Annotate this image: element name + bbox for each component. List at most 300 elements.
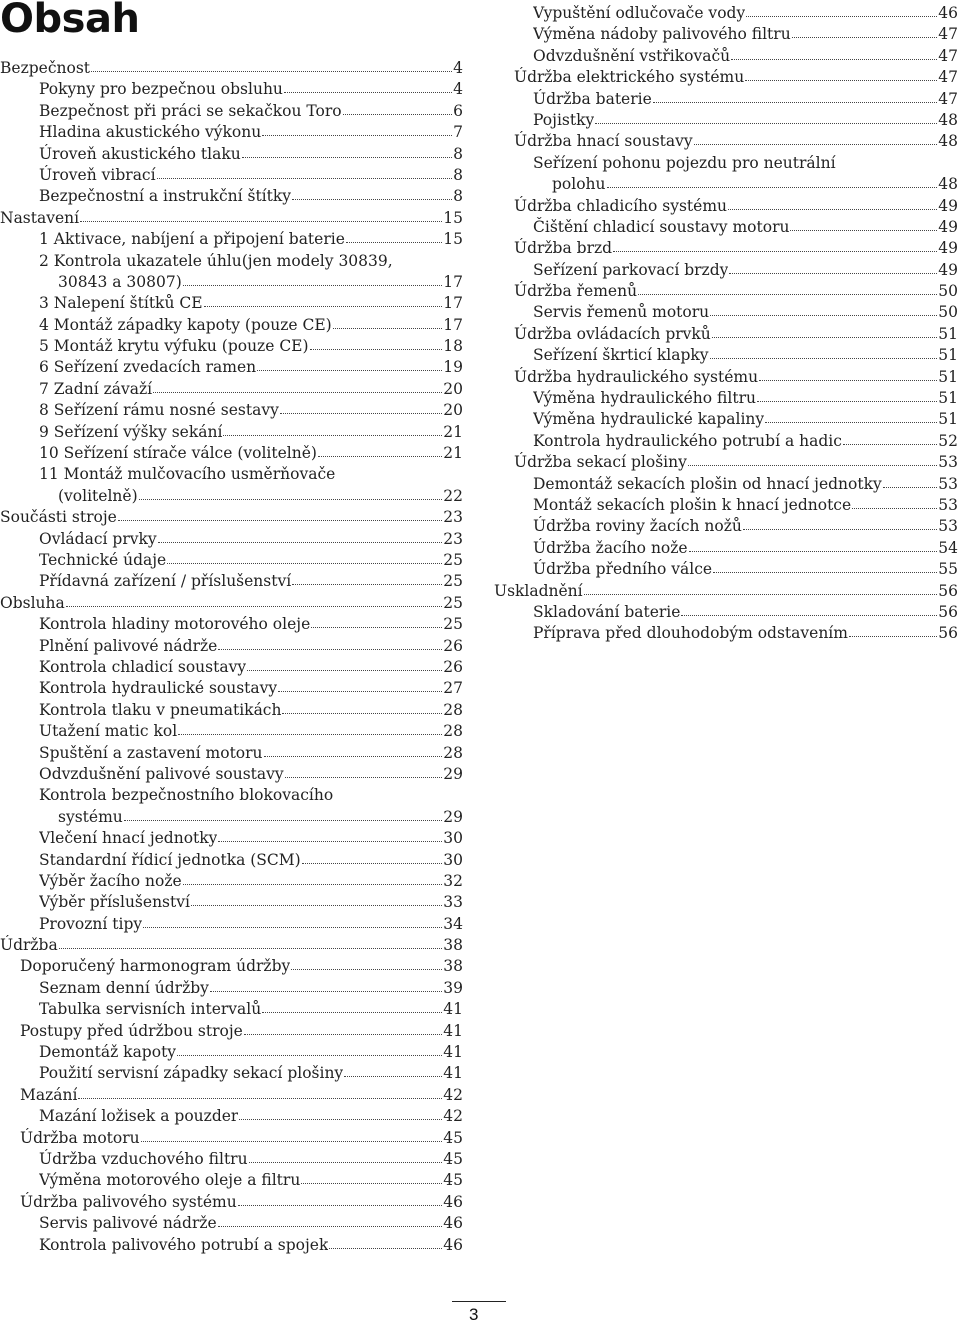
dot-leader [285, 764, 443, 778]
toc-entry[interactable] [0, 186, 463, 207]
toc-entry-page: 23 [443, 529, 463, 548]
toc-entry-page: 33 [443, 893, 463, 912]
toc-entry-page: 46 [938, 4, 958, 22]
toc-entry[interactable] [494, 623, 958, 644]
dot-leader [710, 345, 938, 359]
toc-entry[interactable] [494, 431, 958, 452]
toc-entry[interactable] [494, 388, 958, 409]
toc-entry-page: 51 [938, 367, 958, 386]
dot-leader [282, 700, 442, 714]
toc-entry-page: 49 [938, 196, 958, 215]
dot-leader [59, 935, 443, 949]
dot-leader [310, 336, 443, 350]
toc-entry[interactable] [0, 443, 463, 464]
toc-entry-label: Údržba roviny žacích nožů [533, 517, 742, 536]
toc-entry[interactable] [494, 153, 958, 196]
dot-leader [333, 315, 443, 329]
toc-entry-page: 25 [443, 572, 463, 591]
toc-entry-label: Doporučený harmonogram údržby [20, 957, 291, 976]
dot-leader [301, 1170, 442, 1184]
dot-leader [883, 474, 938, 488]
dot-leader [694, 131, 938, 145]
dot-leader [183, 272, 443, 286]
toc-entry-label: Příprava před dlouhodobým odstavením [533, 624, 848, 643]
toc-entry[interactable] [0, 1213, 463, 1234]
toc-entry[interactable] [0, 529, 463, 550]
toc-entry-page: 51 [938, 346, 958, 365]
toc-entry-page: 22 [443, 486, 463, 505]
footer-rule [452, 1301, 506, 1302]
toc-entry-page: 48 [938, 175, 958, 194]
toc-entry[interactable] [0, 208, 463, 229]
toc-entry-label: Údržba baterie [533, 89, 652, 108]
toc-entry-label: 3 Nalepení štítků CE [39, 294, 203, 313]
toc-entry-label: Nastavení [0, 208, 80, 227]
dot-leader [191, 892, 442, 906]
toc-entry-label: 5 Montáž krytu výfuku (pouze CE) [39, 337, 309, 356]
toc-entry[interactable] [0, 999, 463, 1020]
toc-entry-page: 49 [938, 217, 958, 236]
toc-entry-label: Seřízení parkovací brzdy [533, 260, 729, 279]
toc-entry-label: Pojistky [533, 110, 595, 129]
toc-entry-page: 27 [443, 679, 463, 698]
toc-entry-label: Výběr žacího nože [39, 871, 182, 890]
dot-leader [792, 24, 938, 38]
toc-entry-page: 47 [938, 89, 958, 108]
toc-entry-label: Skladování baterie [533, 602, 681, 621]
dot-leader [204, 293, 443, 307]
dot-leader [177, 1042, 442, 1056]
toc-entry-page: 29 [443, 807, 463, 826]
toc-entry[interactable] [494, 24, 958, 45]
toc-entry[interactable] [0, 764, 463, 785]
toc-entry-label: 10 Seřízení stírače válce (volitelně) [39, 444, 317, 463]
toc-entry-label: Výměna hydraulického filtru [533, 389, 756, 408]
toc-entry-page: 48 [938, 132, 958, 151]
dot-leader [239, 1106, 442, 1120]
toc-entry-page: 45 [443, 1149, 463, 1168]
dot-leader [731, 46, 937, 60]
toc-entry[interactable] [494, 367, 958, 388]
toc-entry-page: 17 [443, 272, 463, 291]
toc-entry[interactable] [0, 743, 463, 764]
toc-entry[interactable] [0, 871, 463, 892]
toc-entry-page: 19 [443, 358, 463, 377]
toc-entry-page: 51 [938, 410, 958, 429]
dot-leader [689, 538, 938, 552]
toc-entry[interactable] [0, 850, 463, 871]
toc-entry-label-line2: 30843 a 30807) [58, 272, 182, 291]
dot-leader [653, 89, 938, 103]
toc-entry-label: Údržba vzduchového filtru [39, 1149, 248, 1168]
toc-entry-label: Standardní řídicí jednotka (SCM) [39, 850, 301, 869]
toc-entry[interactable] [494, 217, 958, 238]
toc-entry[interactable] [0, 1042, 463, 1063]
toc-entry-label: Bezpečnost [0, 59, 91, 77]
toc-entry-page: 20 [443, 379, 463, 398]
toc-entry-label: Odvzdušnění vstřikovačů [533, 46, 731, 65]
toc-entry[interactable] [0, 144, 463, 165]
toc-entry-page: 41 [443, 1043, 463, 1062]
dot-leader [118, 507, 442, 521]
dot-leader [790, 217, 937, 231]
toc-entry-page: 26 [443, 657, 463, 676]
dot-leader [91, 58, 452, 72]
toc-entry-page: 21 [443, 422, 463, 441]
toc-entry-label: Výměna motorového oleje a filtru [39, 1171, 301, 1190]
toc-entry[interactable] [494, 538, 958, 559]
dot-leader [688, 452, 937, 466]
toc-entry-label: Úroveň akustického tlaku [39, 144, 241, 163]
toc-entry[interactable] [0, 293, 463, 314]
toc-entry-label: Údržba motoru [20, 1128, 140, 1147]
dot-leader [728, 196, 937, 210]
toc-entry[interactable] [494, 260, 958, 281]
toc-entry-page: 26 [443, 636, 463, 655]
toc-entry-page: 55 [938, 560, 958, 579]
toc-entry[interactable] [494, 602, 958, 623]
dot-leader [218, 828, 442, 842]
toc-entry-label-line2: systému [58, 807, 123, 826]
toc-entry-label: Bezpečnostní a instrukční štítky [39, 187, 292, 206]
dot-leader [143, 914, 442, 928]
toc-entry[interactable] [0, 315, 463, 336]
toc-entry[interactable] [0, 1063, 463, 1084]
toc-entry-label: Údržba předního válce [533, 560, 713, 579]
toc-entry[interactable] [0, 914, 463, 935]
toc-entry-label: 6 Seřízení zvedacích ramen [39, 358, 257, 377]
toc-entry-page: 53 [938, 496, 958, 514]
toc-entry-label: Čištění chladicí soustavy motoru [533, 217, 790, 236]
toc-entry-page: 39 [443, 978, 463, 997]
toc-entry-page: 54 [938, 538, 958, 557]
toc-entry[interactable] [0, 550, 463, 571]
toc-entry[interactable] [0, 1235, 463, 1256]
toc-entry[interactable] [0, 336, 463, 357]
dot-leader [302, 850, 443, 864]
toc-entry-label: Kontrola tlaku v pneumatikách [39, 700, 282, 719]
toc-entry[interactable] [0, 892, 463, 913]
toc-entry[interactable] [0, 1170, 463, 1191]
toc-entry-page: 32 [443, 871, 463, 890]
toc-entry-label: 4 Montáž západky kapoty (pouze CE) [39, 315, 332, 334]
toc-entry-label: Výměna nádoby palivového filtru [533, 25, 791, 44]
toc-entry[interactable] [494, 516, 958, 537]
toc-entry[interactable] [0, 357, 463, 378]
toc-entry-page: 47 [938, 46, 958, 65]
toc-entry-label: 1 Aktivace, nabíjení a připojení baterie [39, 230, 345, 249]
dot-leader [257, 357, 442, 371]
toc-entry-label: Mazání [20, 1085, 78, 1104]
toc-entry-label: Utažení matic kol [39, 722, 178, 741]
dot-leader [244, 1021, 442, 1035]
toc-entry[interactable] [494, 3, 958, 24]
toc-entry-label: Ovládací prvky [39, 529, 157, 548]
toc-entry-label: Údržba řemenů [514, 282, 638, 301]
toc-entry[interactable] [0, 593, 463, 614]
toc-entry-label: Spuštění a zastavení motoru [39, 743, 263, 762]
toc-entry-label: Seznam denní údržby [39, 978, 209, 997]
toc-entry-label-line1: 11 Montáž mulčovacího usměrňovače [39, 465, 336, 484]
dot-leader [311, 614, 442, 628]
toc-entry[interactable] [0, 101, 463, 122]
dot-leader [613, 238, 937, 252]
toc-entry[interactable] [0, 571, 463, 592]
toc-entry-label: Servis řemenů motoru [533, 303, 710, 322]
dot-leader [607, 174, 938, 188]
toc-entry-page: 28 [443, 743, 463, 762]
toc-entry-page: 47 [938, 68, 958, 87]
dot-leader [681, 602, 937, 616]
toc-entry[interactable] [494, 345, 958, 366]
toc-entry[interactable] [494, 474, 958, 495]
toc-entry-label: Pokyny pro bezpečnou obsluhu [39, 80, 283, 99]
dot-leader [124, 807, 443, 821]
toc-entry[interactable] [0, 165, 463, 186]
toc-entry[interactable] [0, 935, 463, 956]
toc-entry-label: Údržba hydraulického systému [514, 367, 759, 386]
dot-leader [757, 388, 937, 402]
toc-entry-label: Postupy před údržbou stroje [20, 1021, 243, 1040]
toc-entry[interactable] [494, 110, 958, 131]
toc-entry-label: Kontrola hladiny motorového oleje [39, 615, 311, 634]
toc-entry-label: Uskladnění [494, 581, 583, 600]
dot-leader [218, 1213, 443, 1227]
dot-leader [183, 871, 443, 885]
toc-entry-page: 38 [443, 936, 463, 955]
dot-leader [318, 443, 442, 457]
toc-entry-page: 30 [443, 829, 463, 848]
toc-entry-page: 38 [443, 957, 463, 976]
dot-leader [141, 1128, 443, 1142]
dot-leader [262, 122, 452, 136]
toc-entry-label: Údržba elektrického systému [514, 68, 745, 87]
dot-leader [743, 516, 937, 530]
toc-entry-page: 46 [443, 1192, 463, 1211]
toc-entry[interactable] [0, 956, 463, 977]
toc-entry[interactable] [0, 229, 463, 250]
toc-entry-page: 51 [938, 389, 958, 408]
toc-entry-page: 23 [443, 508, 463, 527]
toc-entry-label: Montáž sekacích plošin k hnací jednotce [533, 496, 852, 514]
toc-entry-label: Hladina akustického výkonu [39, 123, 262, 142]
toc-entry-label: 7 Zadní závaží [39, 379, 153, 398]
toc-entry-label-line1: Kontrola bezpečnostního blokovacího [39, 786, 334, 805]
toc-entry-page: 53 [938, 474, 958, 493]
toc-entry-label: Úroveň vibrací [39, 165, 156, 184]
toc-entry[interactable] [0, 1192, 463, 1213]
toc-entry-page: 51 [938, 324, 958, 343]
toc-entry[interactable] [494, 46, 958, 67]
dot-leader [210, 978, 442, 992]
toc-entry-label: Kontrola palivového potrubí a spojek [39, 1235, 329, 1254]
dot-leader [218, 636, 442, 650]
toc-entry-label: Údržba [0, 936, 58, 955]
toc-entry-label-line2: polohu [552, 175, 606, 194]
toc-entry-page: 42 [443, 1107, 463, 1126]
toc-entry-label: Přídavná zařízení / příslušenství [39, 572, 292, 591]
toc-entry-page: 4 [453, 80, 463, 99]
toc-entry-label: 9 Seřízení výšky sekání [39, 422, 223, 441]
dot-leader [849, 623, 937, 637]
toc-entry-page: 20 [443, 401, 463, 420]
toc-entry-page: 49 [938, 239, 958, 258]
toc-entry-label: Použití servisní západky sekací plošiny [39, 1064, 344, 1083]
toc-entry-page: 46 [443, 1214, 463, 1233]
toc-entry-page: 6 [453, 101, 463, 120]
toc-entry[interactable] [0, 1085, 463, 1106]
toc-entry[interactable] [0, 636, 463, 657]
dot-leader [278, 678, 442, 692]
dot-leader [264, 743, 443, 757]
dot-leader [247, 657, 442, 671]
dot-leader [595, 110, 937, 124]
toc-entry[interactable] [494, 559, 958, 580]
dot-leader [852, 495, 937, 509]
dot-leader [157, 165, 453, 179]
dot-leader [280, 400, 442, 414]
toc-entry[interactable] [0, 379, 463, 400]
toc-entry[interactable] [494, 196, 958, 217]
dot-leader [346, 229, 442, 243]
dot-leader [343, 101, 453, 115]
toc-entry-page: 41 [443, 1021, 463, 1040]
toc-entry-page: 46 [443, 1235, 463, 1254]
toc-entry[interactable] [0, 422, 463, 443]
toc-entry[interactable] [0, 1106, 463, 1127]
toc-entry[interactable] [494, 409, 958, 430]
toc-entry[interactable] [494, 131, 958, 152]
toc-entry-page: 53 [938, 453, 958, 472]
dot-leader [746, 3, 937, 17]
toc-entry-page: 7 [453, 123, 463, 142]
dot-leader [329, 1235, 442, 1249]
toc-entry-page: 45 [443, 1128, 463, 1147]
toc-entry-label: Odvzdušnění palivové soustavy [39, 764, 284, 783]
toc-entry-label: Kontrola hydraulické soustavy [39, 679, 278, 698]
toc-entry-page: 21 [443, 444, 463, 463]
toc-entry[interactable] [494, 324, 958, 345]
dot-leader [710, 302, 937, 316]
toc-entry[interactable] [0, 1128, 463, 1149]
toc-entry[interactable] [0, 122, 463, 143]
toc-entry-label: Technické údaje [39, 551, 167, 570]
toc-entry[interactable] [0, 251, 463, 294]
dot-leader [139, 486, 443, 500]
toc-entry-label: Demontáž kapoty [39, 1043, 177, 1062]
dot-leader [167, 550, 442, 564]
dot-leader [223, 422, 442, 436]
toc-entry[interactable] [494, 495, 958, 516]
toc-entry-page: 50 [938, 303, 958, 322]
dot-leader [344, 1063, 442, 1077]
dot-leader [729, 260, 937, 274]
toc-entry[interactable] [494, 89, 958, 110]
toc-entry-page: 30 [443, 850, 463, 869]
toc-entry-label: Údržba palivového systému [20, 1192, 237, 1211]
dot-leader [712, 324, 937, 338]
toc-entry-label: Seřízení škrticí klapky [533, 346, 709, 365]
toc-entry[interactable] [0, 1021, 463, 1042]
toc-entry[interactable] [0, 507, 463, 528]
toc-entry-page: 29 [443, 764, 463, 783]
toc-entry[interactable] [0, 464, 463, 507]
dot-leader [584, 581, 938, 595]
toc-entry[interactable] [0, 785, 463, 828]
toc-entry[interactable] [0, 79, 463, 100]
dot-leader [80, 208, 442, 222]
toc-entry[interactable] [494, 452, 958, 473]
toc-entry[interactable] [0, 58, 463, 79]
toc-entry-label: Údržba brzd [514, 239, 613, 258]
toc-entry-label: Údržba sekací plošiny [514, 453, 687, 472]
toc-entry-page: 17 [443, 315, 463, 334]
page-number: 3 [469, 1305, 479, 1324]
toc-entry[interactable] [0, 978, 463, 999]
toc-entry[interactable] [0, 721, 463, 742]
dot-leader [843, 431, 937, 445]
toc-entry[interactable] [0, 400, 463, 421]
toc-entry[interactable] [494, 67, 958, 88]
toc-entry-label: Kontrola hydraulického potrubí a hadic [533, 431, 842, 450]
toc-entry-label: Údržba hnací soustavy [514, 132, 693, 151]
toc-entry-page: 56 [938, 602, 958, 621]
toc-entry[interactable] [494, 281, 958, 302]
toc-entry-page: 49 [938, 260, 958, 279]
toc-entry-label: Demontáž sekacích plošin od hnací jednotky [533, 474, 882, 493]
toc-entry-label-line2: (volitelně) [58, 486, 138, 505]
toc-entry[interactable] [0, 614, 463, 635]
toc-entry-page: 25 [443, 551, 463, 570]
toc-entry-page: 15 [443, 208, 463, 227]
toc-entry[interactable] [0, 678, 463, 699]
toc-entry-page: 15 [443, 230, 463, 249]
page-title: Obsah [0, 0, 140, 42]
toc-entry-page: 53 [938, 517, 958, 536]
toc-entry-page: 25 [443, 593, 463, 612]
toc-entry-page: 42 [443, 1085, 463, 1104]
toc-column-left [0, 58, 463, 1256]
dot-leader [745, 67, 937, 81]
toc-entry-page: 41 [443, 1064, 463, 1083]
toc-entry-page: 25 [443, 615, 463, 634]
toc-entry[interactable] [494, 238, 958, 259]
toc-entry-page: 41 [443, 1000, 463, 1019]
toc-entry-page: 56 [938, 581, 958, 600]
toc-entry-page: 52 [938, 431, 958, 450]
dot-leader [759, 367, 937, 381]
toc-entry[interactable] [494, 581, 958, 602]
dot-leader [158, 529, 443, 543]
toc-entry[interactable] [494, 302, 958, 323]
toc-entry-page: 34 [443, 914, 463, 933]
toc-entry-page: 28 [443, 700, 463, 719]
dot-leader [78, 1085, 442, 1099]
toc-entry[interactable] [0, 700, 463, 721]
toc-entry[interactable] [0, 657, 463, 678]
toc-entry-label: Údržba žacího nože [533, 538, 688, 557]
dot-leader [638, 281, 937, 295]
toc-entry[interactable] [0, 1149, 463, 1170]
dot-leader [291, 956, 442, 970]
toc-entry-page: 28 [443, 722, 463, 741]
toc-entry-page: 8 [453, 165, 463, 184]
dot-leader [238, 1192, 443, 1206]
toc-entry-page: 18 [443, 337, 463, 356]
toc-entry[interactable] [0, 828, 463, 849]
toc-entry-label: Servis palivové nádrže [39, 1214, 217, 1233]
toc-entry-label: Vlečení hnací jednotky [39, 829, 218, 848]
